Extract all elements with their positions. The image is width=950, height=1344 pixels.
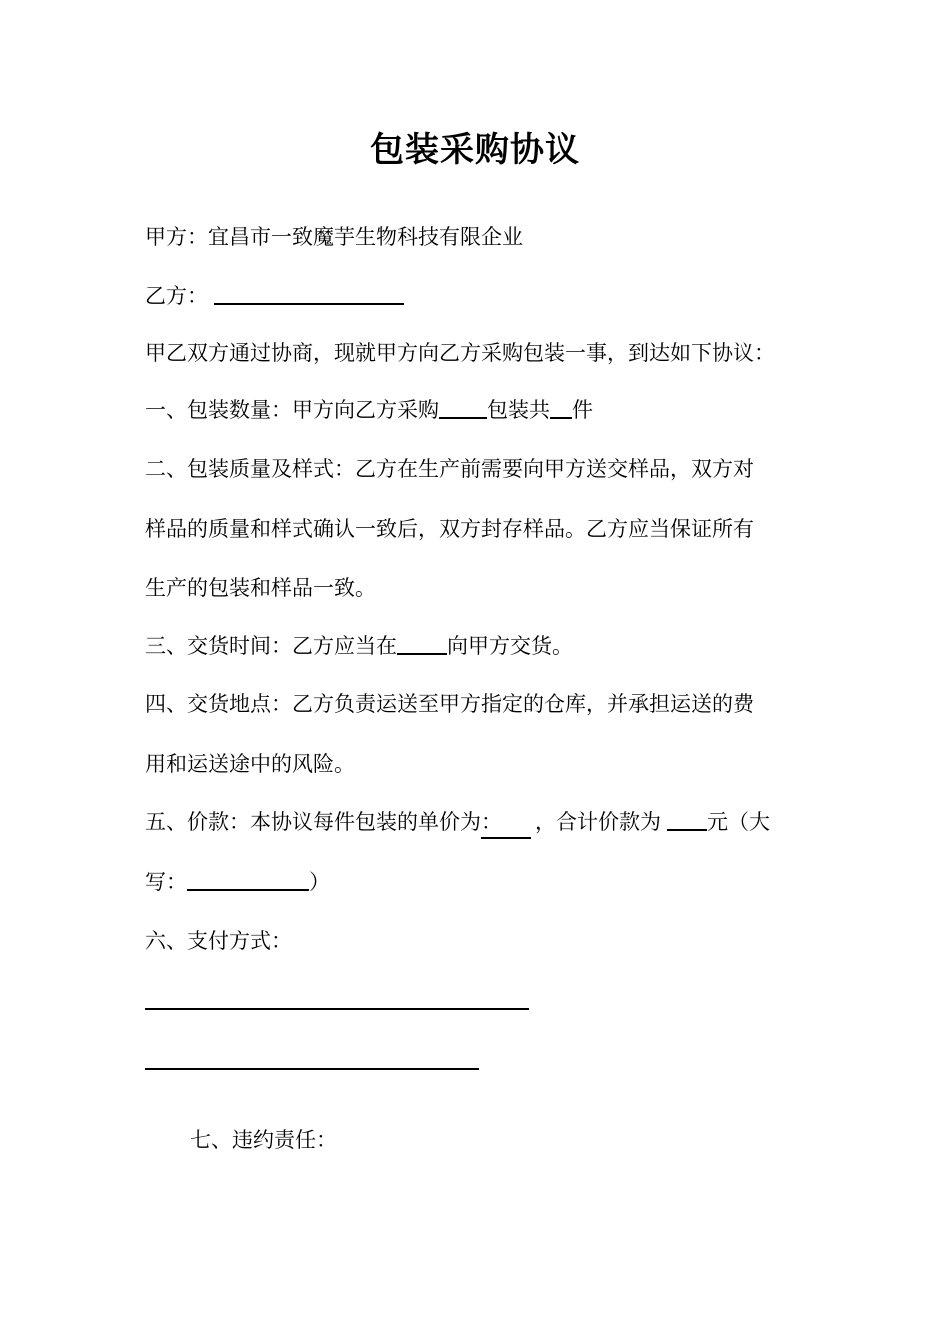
clause-5-capital-label: 写： [145,870,187,894]
clause-7: 七、违约责任： [190,1128,337,1152]
clause-5-text-c: 元（大 [707,810,770,834]
clause-5-blank-unit-price [481,807,531,839]
payment-blank-line-1 [145,1008,529,1010]
clause-1-text-a: 一、包装数量：甲方向乙方采购 [145,398,439,422]
intro-line: 甲乙双方通过协商，现就甲方向乙方采购包装一事，到达如下协议： [145,341,775,365]
clause-1-text-b: 包装共 [487,398,550,422]
clause-1-blank-package [439,396,487,419]
clause-4-line-2: 用和运送途中的风险。 [145,752,355,776]
clause-5-line-1 [145,806,770,839]
clause-5-text-a: 五、价款：本协议每件包装的单价为 [145,810,481,834]
clause-1-blank-count [550,396,572,419]
payment-blank-line-2 [145,1068,479,1070]
party-b-blank [214,282,404,305]
clause-2-line-1: 二、包装质量及样式：乙方在生产前需要向甲方送交样品，双方对 [145,457,754,481]
clause-1-text-c: 件 [572,398,593,422]
party-b-label: 乙方： [145,284,208,308]
clause-5-close-paren: ） [309,870,330,894]
clause-2-line-3: 生产的包装和样品一致。 [145,576,376,600]
clause-3-text-a: 三、交货时间：乙方应当在 [145,634,397,658]
party-b-line [145,280,404,311]
clause-5-text-b: ，合计价款为 [535,810,661,834]
clause-3 [145,630,573,661]
clause-1 [145,394,593,425]
clause-6: 六、支付方式： [145,929,292,953]
clause-5-line-2 [145,866,330,897]
clause-5-blank-total [667,808,707,831]
clause-2-line-2: 样品的质量和样式确认一致后，双方封存样品。乙方应当保证所有 [145,517,754,541]
clause-5-colon: ： [481,810,502,834]
clause-3-blank-time [397,632,447,655]
document-title: 包装采购协议 [370,130,580,170]
clause-5-blank-capital [187,868,309,891]
clause-3-text-b: 向甲方交货。 [447,634,573,658]
party-a-line: 甲方：宜昌市一致魔芋生物科技有限企业 [145,225,523,249]
clause-4-line-1: 四、交货地点：乙方负责运送至甲方指定的仓库，并承担运送的费 [145,692,754,716]
